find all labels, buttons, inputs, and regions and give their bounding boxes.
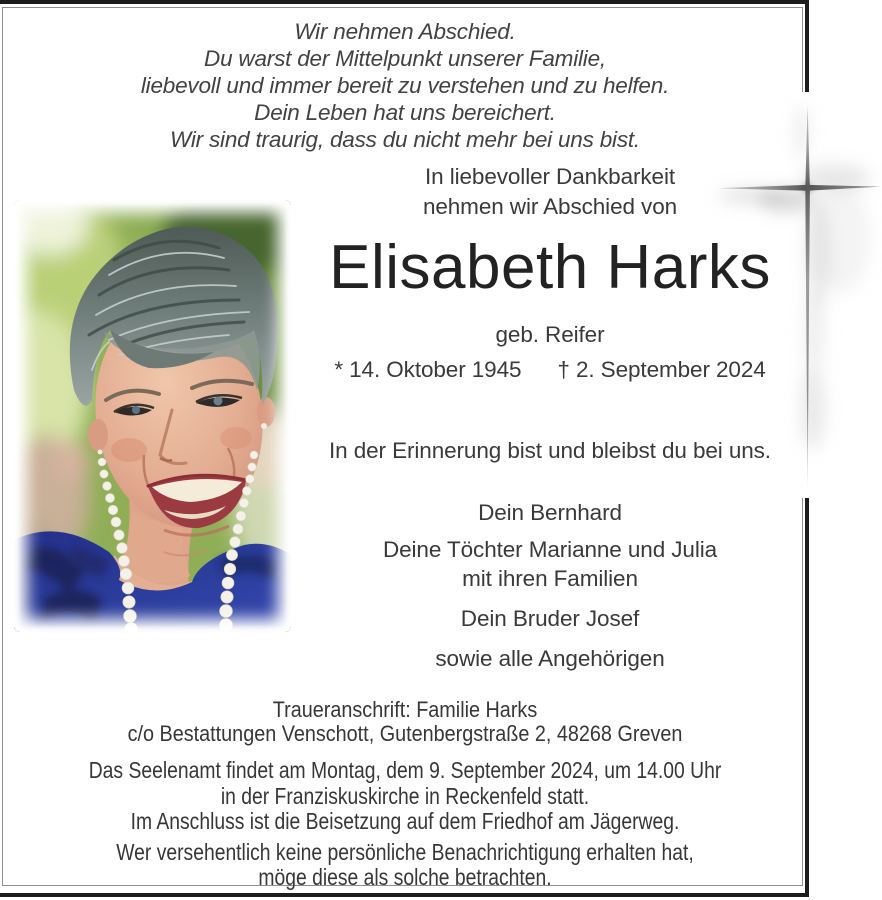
mourner-line: Dein Bernhard	[478, 500, 622, 525]
death-date: † 2. September 2024	[557, 357, 766, 382]
epitaph-line: Dein Leben hat uns bereichert.	[254, 100, 556, 125]
closing-line: möge diese als solche betrachten.	[258, 864, 552, 890]
service-line: Das Seelenamt findet am Montag, dem 9. September 2024, um 14.00 Uhr	[88, 757, 722, 783]
intro-line: In liebevoller Dankbarkeit	[424, 164, 676, 189]
portrait-illustration	[14, 200, 291, 632]
epitaph-line: liebevoll und immer bereit zu verstehen und zu helfen.	[140, 73, 670, 98]
epitaph-line: Wir nehmen Abschied.	[294, 19, 516, 44]
portrait-photo	[14, 200, 291, 632]
memorial-cross-icon	[690, 78, 882, 518]
mourner-line: mit ihren Familien	[462, 566, 638, 591]
mourner-line: sowie alle Angehörigen	[435, 646, 665, 671]
service-line: Im Anschluss ist die Beisetzung auf dem Friedhof am Jägerweg.	[130, 808, 680, 834]
service-line: in der Franziskuskirche in Reckenfeld statt.	[220, 783, 590, 809]
mourner-line: Dein Bruder Josef	[460, 606, 640, 631]
memory-line: In der Erinnerung bist und bleibst du bei uns.	[329, 438, 771, 463]
address-line: Traueranschrift: Familie Harks	[272, 697, 538, 722]
closing-line: Wer versehentlich keine persönliche Benachrichtigung erhalten hat,	[116, 839, 694, 865]
epitaph-line: Du warst der Mittelpunkt unserer Familie,	[204, 46, 606, 71]
maiden-name: geb. Reifer	[495, 322, 605, 347]
birth-date: * 14. Oktober 1945	[334, 357, 522, 382]
epitaph-line: Wir sind traurig, dass du nicht mehr bei uns bist.	[169, 127, 640, 152]
intro-line: nehmen wir Abschied von	[422, 194, 678, 219]
mourner-line: Deine Töchter Marianne und Julia	[382, 537, 718, 562]
address-line: c/o Bestattungen Venschott, Gutenbergstraße 2, 48268 Greven	[127, 721, 683, 746]
deceased-name: Elisabeth Harks	[329, 233, 771, 302]
